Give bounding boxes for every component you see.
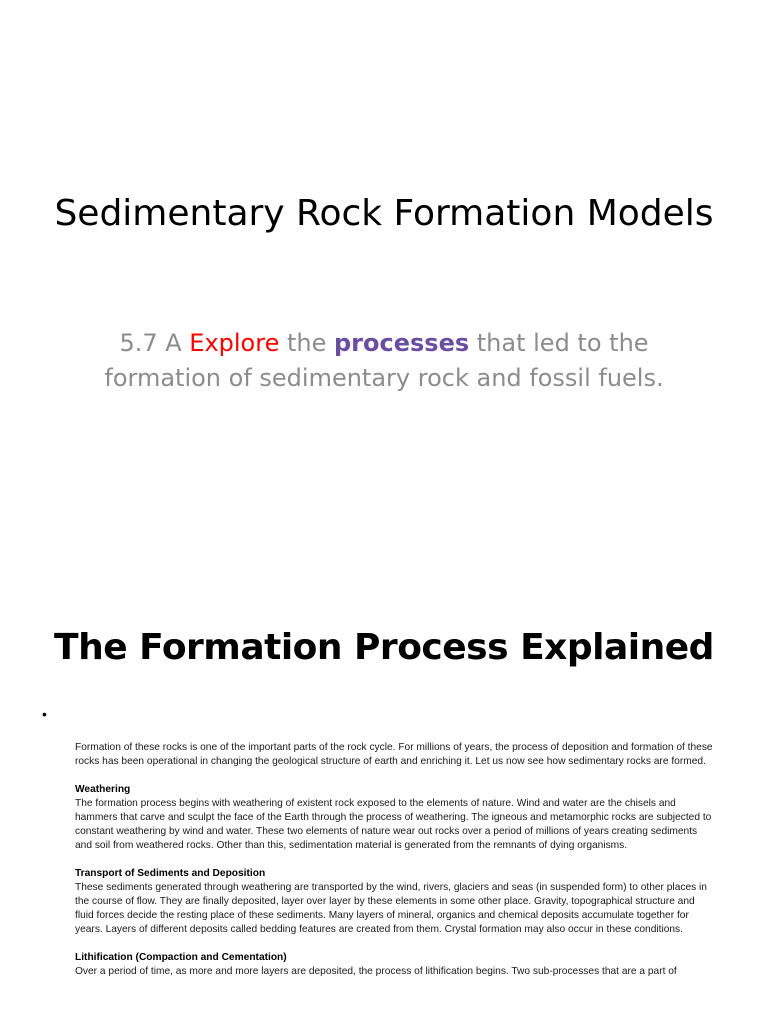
keyword-processes: processes	[334, 329, 470, 357]
slide-heading: The Formation Process Explained	[54, 627, 714, 668]
section-heading: Lithification (Compaction and Cementation)	[75, 952, 287, 963]
section-heading: Transport of Sediments and Deposition	[75, 868, 266, 879]
content-slide	[0, 576, 768, 1024]
slide-title: Sedimentary Rock Formation Models	[54, 193, 714, 234]
bullet-marker: •	[42, 706, 47, 722]
subtitle-rest: that led to the formation of sedimentary rock and fossil fuels.	[104, 329, 664, 392]
section-heading: Weathering	[75, 784, 131, 795]
section-weathering	[75, 783, 715, 853]
keyword-explore: Explore	[189, 329, 280, 357]
section-lithification	[75, 951, 715, 979]
intro-paragraph: Formation of these rocks is one of the important parts of the rock cycle. For millions of years, the process of deposition and formation of these rocks has been operational in changing the geological structure of earth and enriching it. Let us now see how sedimentary rocks are formed.	[75, 742, 713, 767]
section-text: The formation process begins with weathering of existent rock exposed to the elements of nature. Wind and water are the chisels and hammers that carve and sculpt the face of the Earth through the process of weathering. The igneous and metamorphic rocks are subjected to constant weathering by wind and water. These two elements of nature wear out rocks over a period of millions of years creating sediments and soil from weathered rocks. Other than this, sedimentation material is generated from the remnants of dying organisms.	[75, 798, 712, 851]
body-text	[75, 741, 715, 993]
slide-subtitle	[100, 326, 668, 396]
subtitle-prefix: 5.7 A	[119, 329, 190, 357]
subtitle-mid: the	[279, 329, 334, 357]
section-transport	[75, 867, 715, 937]
section-text: These sediments generated through weathering are transported by the wind, rivers, glaciers and seas (in suspended form) to other places in the course of flow. They are finally deposited, layer over layer by these elements in some other place. Gravity, topographical structure and fluid forces decide the resting place of these sediments. Many layers of mineral, organics and chemical deposits accumulate together for years. Layers of different deposits called bedding features are created from them. Crystal formation may also occur in these conditions.	[75, 882, 707, 935]
section-text: Over a period of time, as more and more layers are deposited, the process of lithification begins. Two sub-processes that are a part of	[75, 966, 677, 977]
